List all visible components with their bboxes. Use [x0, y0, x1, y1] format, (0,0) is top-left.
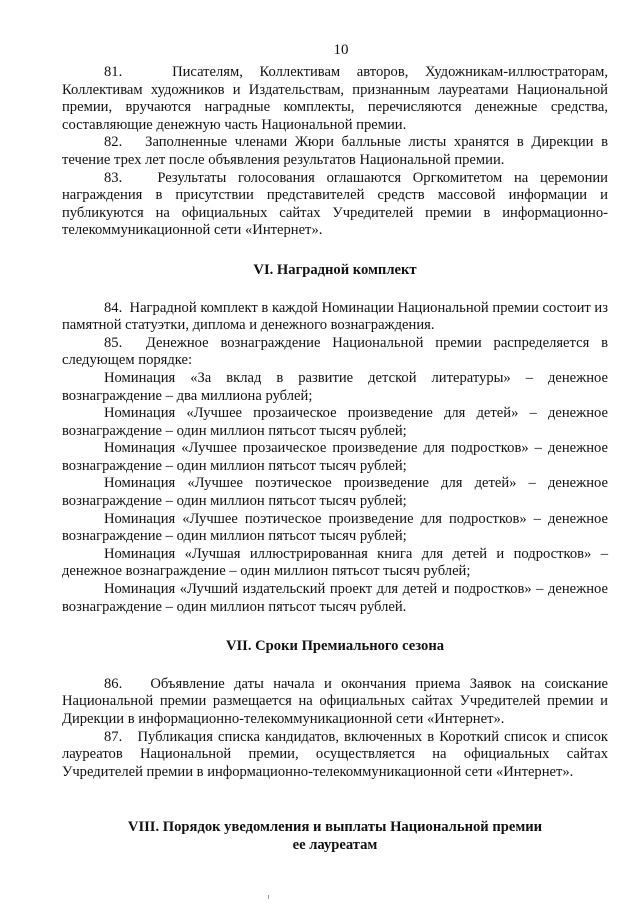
paragraph-84: 84. Наградной комплект в каждой Номинации Национальной премии состоит из памятной статуэтки, диплома и денежного вознаграждения.: [62, 299, 608, 334]
nomination-prose-teens: Номинация «Лучшее прозаическое произведение для подростков» – денежное вознаграждение – один миллион пятьсот тысяч рублей;: [62, 440, 608, 474]
paragraph-86: 86. Объявление даты начала и окончания приема Заявок на соискание Национальной премии размещается на официальных сайтах Учредителей премии и Дирекции в информационно-телекоммуникационной сети «Интернет».: [62, 675, 608, 727]
section-6-heading: VI. Наградной комплект: [253, 261, 417, 278]
scan-artifact: [268, 895, 269, 899]
section-8-heading-line-2: ее лауреатам: [292, 836, 378, 853]
nomination-poetry-teens: Номинация «Лучшее поэтическое произведение для подростков» – денежное вознаграждение – один миллион пятьсот тысяч рублей;: [62, 510, 608, 545]
nomination-poetry-children: Номинация «Лучшее поэтическое произведение для детей» – денежное вознаграждение – один миллион пятьсот тысяч рублей;: [62, 475, 608, 510]
section-7-heading: VII. Сроки Премиального сезона: [225, 638, 445, 655]
paragraph-85: 85. Денежное вознаграждение Национальной премии распределяется в следующем порядке:: [62, 334, 608, 369]
paragraph-82: 82. Заполненные членами Жюри балльные листы хранятся в Дирекции в течение трех лет после объявления результатов Национальной премии.: [62, 134, 608, 168]
paragraph-83: 83. Результаты голосования оглашаются Оргкомитетом на церемонии награждения в присутствии представителей средств массовой информации и публикуются на официальных сайтах Учредителей премии в информационно-телекоммуникационной сети «Интернет».: [62, 169, 608, 239]
nomination-illustrated-book: Номинация «Лучшая иллюстрированная книга для детей и подростков» – денежное вознаграждение – один миллион пятьсот тысяч рублей;: [62, 545, 608, 580]
page-number: 10: [333, 42, 349, 58]
nomination-prose-children: Номинация «Лучшее прозаическое произведение для детей» – денежное вознаграждение – один миллион пятьсот тысяч рублей;: [62, 405, 608, 439]
paragraph-81: 81. Писателям, Коллективам авторов, Художникам-иллюстраторам, Коллективам художников и Издательствам, признанным лауреатами Национальной премии, вручаются наградные комплекты, перечисляются денежные средства, составляющие денежную часть Национальной премии.: [62, 64, 608, 133]
nomination-publishing-project: Номинация «Лучший издательский проект для детей и подростков» – денежное вознаграждение – один миллион пятьсот тысяч рублей.: [62, 581, 608, 615]
paragraph-87: 87. Публикация списка кандидатов, включенных в Короткий список и список лауреатов Национальной премии, осуществляется на официальных сайтах Учредителей премии в информационно-телекоммуникационной сети «Интернет».: [62, 728, 608, 780]
nomination-contribution: Номинация «За вклад в развитие детской литературы» – денежное вознаграждение – два миллиона рублей;: [62, 369, 608, 404]
section-8-heading-line-1: VIII. Порядок уведомления и выплаты Национальной премии: [127, 819, 543, 836]
